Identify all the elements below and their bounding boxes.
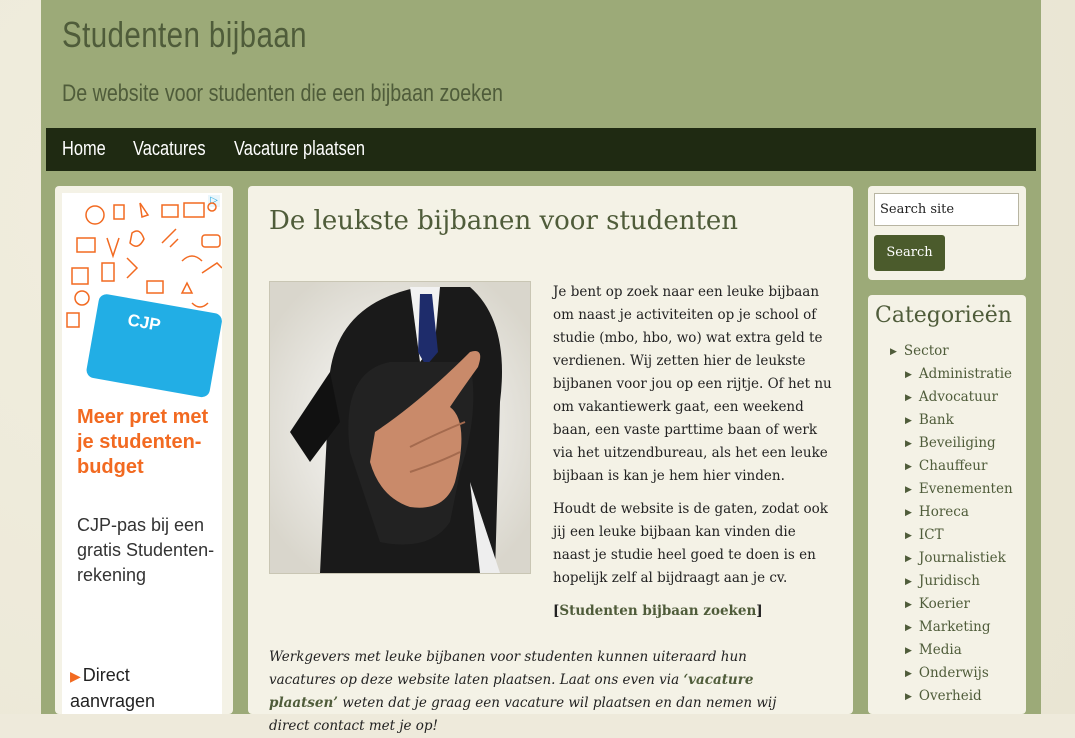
nav-vacatures[interactable]: Vacatures bbox=[133, 138, 206, 160]
category-label: Onderwijs bbox=[918, 665, 989, 681]
arrow-right-icon: ▶ bbox=[70, 668, 81, 684]
triangle-right-icon: ▶ bbox=[905, 669, 912, 679]
category-sector[interactable] bbox=[890, 343, 949, 359]
category-label: Journalistiek bbox=[918, 550, 1006, 566]
left-sidebar bbox=[55, 186, 233, 714]
category-label: Chauffeur bbox=[918, 458, 988, 474]
main-navigation bbox=[46, 128, 1036, 171]
ad-cta-label: Direct aanvragen bbox=[70, 665, 156, 711]
employer-text-before: Werkgevers met leuke bijbanen voor studenten kunnen uiteraard hun vacatures op deze website laten plaatsen. Laat ons even via bbox=[269, 649, 747, 688]
triangle-right-icon: ▶ bbox=[905, 416, 912, 426]
category-label: Juridisch bbox=[918, 573, 980, 589]
triangle-right-icon: ▶ bbox=[905, 462, 912, 472]
category-item[interactable] bbox=[905, 412, 954, 428]
ad-cta-link[interactable] bbox=[70, 663, 215, 714]
category-label: ICT bbox=[918, 527, 944, 543]
triangle-right-icon: ▶ bbox=[905, 646, 912, 656]
page-container bbox=[41, 0, 1041, 734]
category-item[interactable] bbox=[905, 458, 987, 474]
category-label: Administratie bbox=[918, 366, 1013, 382]
main-content bbox=[248, 186, 853, 734]
triangle-right-icon: ▶ bbox=[905, 531, 912, 541]
category-item[interactable] bbox=[905, 435, 996, 451]
category-label: Advocatuur bbox=[918, 389, 998, 405]
triangle-right-icon: ▶ bbox=[905, 393, 912, 403]
page-title: De leukste bijbanen voor studenten bbox=[269, 206, 739, 236]
category-item[interactable] bbox=[905, 642, 962, 658]
category-label: Beveiliging bbox=[918, 435, 996, 451]
handshake-photo bbox=[269, 281, 531, 574]
nav-home[interactable]: Home bbox=[62, 138, 106, 160]
category-label: Horeca bbox=[918, 504, 969, 520]
triangle-right-icon: ▶ bbox=[905, 485, 912, 495]
ad-headline: Meer pret met je studenten-budget bbox=[77, 406, 209, 478]
triangle-right-icon: ▶ bbox=[905, 577, 912, 587]
category-item[interactable] bbox=[905, 688, 982, 704]
category-item[interactable] bbox=[905, 573, 980, 589]
category-item[interactable] bbox=[905, 366, 1012, 382]
search-input[interactable] bbox=[874, 193, 1019, 226]
employer-text-after: weten dat je graag een vacature wil plaatsen en dan nemen wij direct contact met je op! bbox=[269, 695, 777, 734]
category-label: Sector bbox=[903, 343, 949, 359]
adchoices-icon[interactable]: ▷ bbox=[208, 195, 220, 207]
site-title[interactable]: Studenten bijbaan bbox=[62, 14, 307, 55]
ad-card-text: CJP bbox=[126, 310, 163, 335]
category-item[interactable] bbox=[905, 550, 1006, 566]
triangle-right-icon: ▶ bbox=[890, 347, 897, 357]
search-jobs-link[interactable]: Studenten bijbaan zoeken bbox=[559, 603, 757, 619]
category-item[interactable] bbox=[905, 619, 991, 635]
category-label: Evenementen bbox=[918, 481, 1013, 497]
category-item[interactable] bbox=[905, 481, 1013, 497]
category-item[interactable] bbox=[905, 504, 969, 520]
bracket-open: [ bbox=[553, 603, 560, 619]
search-jobs-link-wrapper bbox=[553, 600, 835, 623]
category-label: Bank bbox=[918, 412, 954, 428]
bracket-close: ] bbox=[756, 603, 763, 619]
search-widget bbox=[868, 186, 1026, 280]
category-label: Overheid bbox=[918, 688, 982, 704]
ad-illustration bbox=[62, 193, 222, 403]
ad-subtext: CJP-pas bij een gratis Studenten-rekening bbox=[77, 515, 215, 585]
category-item[interactable] bbox=[905, 389, 998, 405]
intro-paragraph-2: Houdt de website is de gaten, zodat ook jij een leuke bijbaan kan vinden die naast je studie heel goed te doen is en hopelijk zelf al bijdraagt aan je cv. bbox=[553, 501, 828, 586]
post-vacancy-link[interactable]: ‘vacature plaatsen’ bbox=[269, 672, 754, 711]
category-item[interactable] bbox=[905, 527, 944, 543]
intro-paragraph-1: Je bent op zoek naar een leuke bijbaan om naast je activiteiten op je school of studie (mbo, hbo, wo) wat extra geld te verdienen. Wij zetten hier de leukste bijbanen voor jou op een rijtje. Of het nu om vakantiewerk gaat, een weekend baan, een vaste parttime baan of werk via het uitzendbureau, als het een leuke bijbaan is kan je hem hier vinden. bbox=[553, 284, 832, 484]
triangle-right-icon: ▶ bbox=[905, 439, 912, 449]
triangle-right-icon: ▶ bbox=[905, 600, 912, 610]
employer-paragraph bbox=[269, 646, 814, 738]
site-tagline: De website voor studenten die een bijbaan zoeken bbox=[62, 80, 503, 107]
categories-heading: Categorieën bbox=[875, 303, 1012, 328]
advertisement-banner[interactable] bbox=[62, 193, 222, 714]
search-button[interactable]: Search bbox=[874, 235, 945, 271]
category-item[interactable] bbox=[905, 665, 989, 681]
category-label: Marketing bbox=[918, 619, 991, 635]
intro-text bbox=[553, 281, 835, 633]
categories-widget bbox=[868, 295, 1026, 714]
triangle-right-icon: ▶ bbox=[905, 623, 912, 633]
triangle-right-icon: ▶ bbox=[905, 554, 912, 564]
nav-vacature-plaatsen[interactable]: Vacature plaatsen bbox=[234, 138, 365, 160]
category-label: Media bbox=[918, 642, 962, 658]
category-item[interactable] bbox=[905, 596, 970, 612]
triangle-right-icon: ▶ bbox=[905, 370, 912, 380]
triangle-right-icon: ▶ bbox=[905, 692, 912, 702]
businessman-image bbox=[270, 282, 530, 573]
triangle-right-icon: ▶ bbox=[905, 508, 912, 518]
category-label: Koerier bbox=[918, 596, 970, 612]
